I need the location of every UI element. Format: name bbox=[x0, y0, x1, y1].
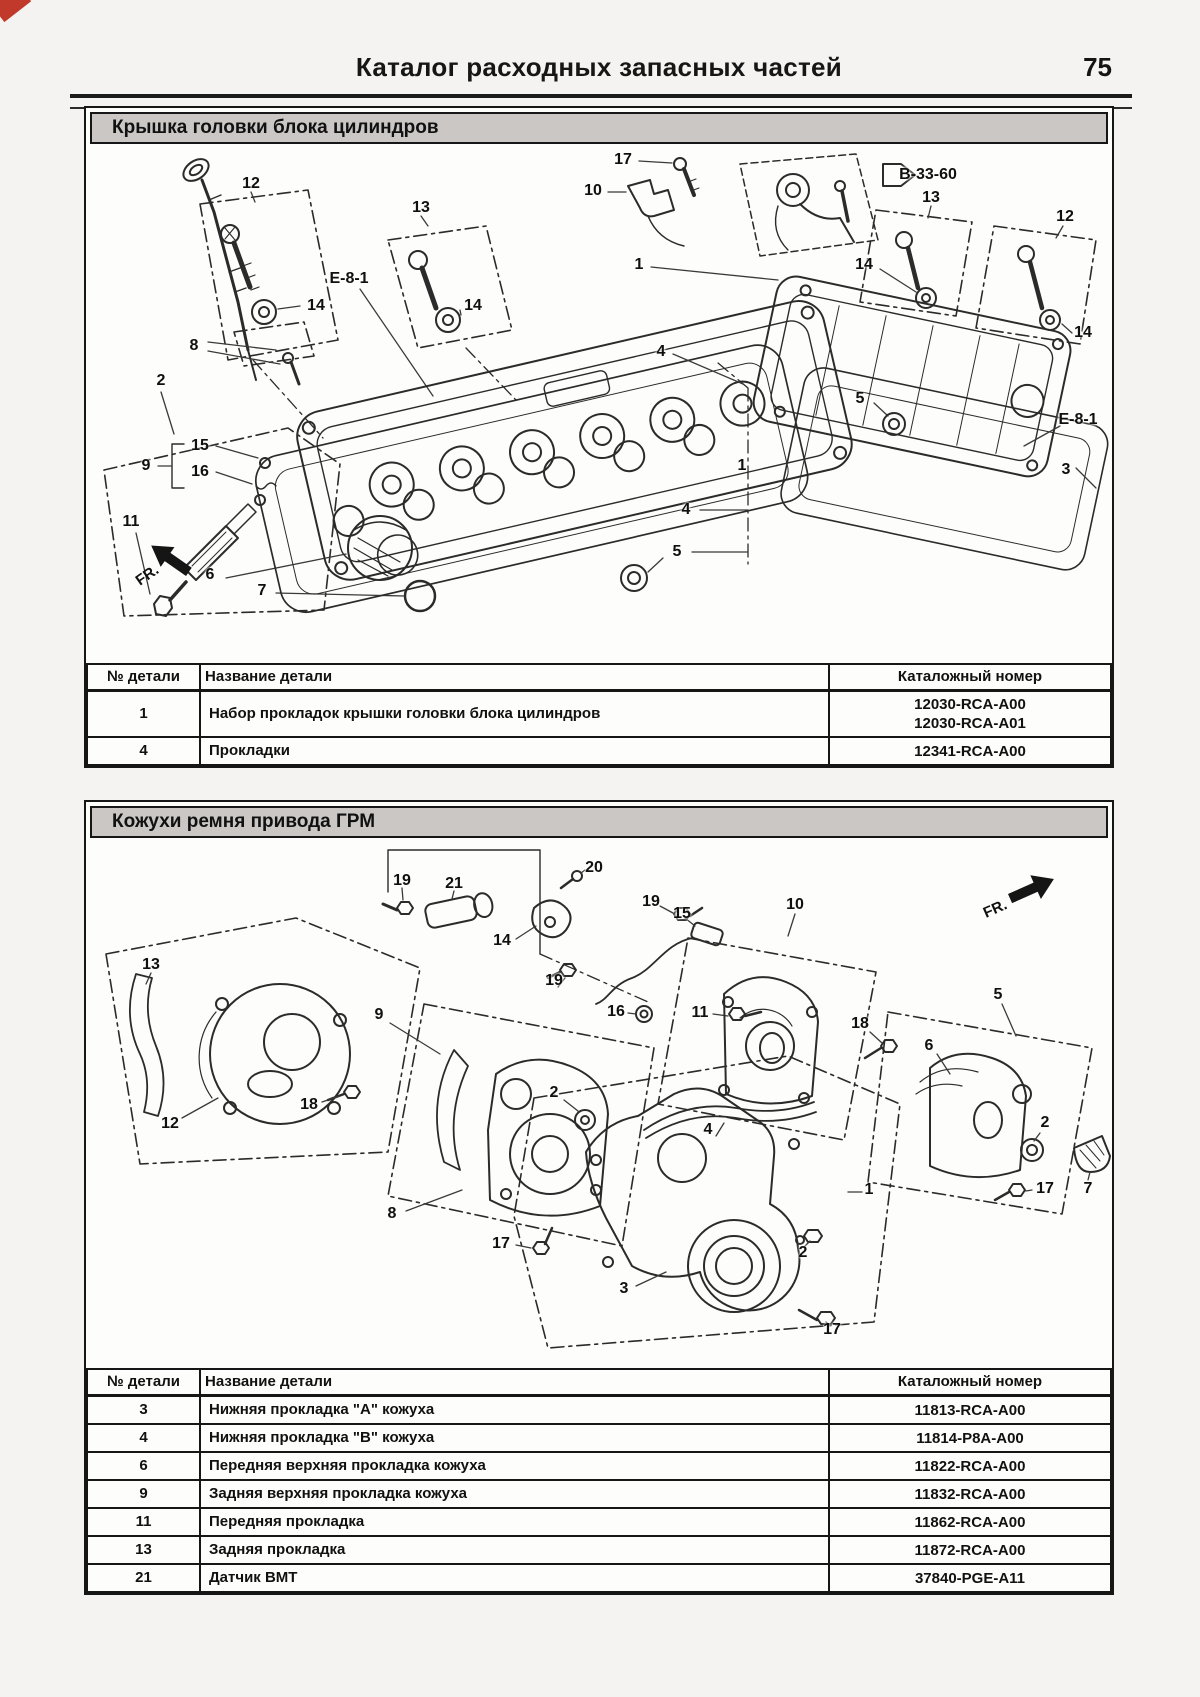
table-row bbox=[87, 691, 1111, 738]
callout-6: 6 bbox=[205, 566, 215, 583]
part-index: 1 bbox=[87, 691, 200, 738]
part-number bbox=[829, 691, 1111, 738]
part-name: Прокладки bbox=[200, 737, 829, 765]
callout-2: 2 bbox=[1040, 1114, 1050, 1131]
part-number-value: 12030-RCA-A01 bbox=[914, 715, 1026, 732]
part-number-value: 11862-RCA-A00 bbox=[914, 1513, 1026, 1531]
part-number-value: 11832-RCA-A00 bbox=[914, 1485, 1026, 1503]
part-name: Датчик ВМТ bbox=[200, 1564, 829, 1592]
rear-cover-group bbox=[106, 918, 420, 1164]
callout-12: 12 bbox=[1056, 208, 1074, 225]
callout-13: 13 bbox=[412, 199, 430, 216]
callout-5: 5 bbox=[855, 390, 865, 407]
callout-14: 14 bbox=[307, 297, 325, 314]
part-number-value: 37840-PGE-A11 bbox=[914, 1569, 1026, 1587]
bolt-17-top bbox=[639, 158, 699, 195]
bolt-box-13-right bbox=[860, 206, 972, 316]
callout-8: 8 bbox=[189, 337, 199, 354]
part-number-value: 11813-RCA-A00 bbox=[914, 1401, 1026, 1419]
table-row bbox=[87, 1396, 1111, 1425]
rear-valve-cover bbox=[750, 273, 1074, 480]
callout-20: 20 bbox=[585, 859, 603, 876]
column-header: Название детали bbox=[200, 664, 829, 691]
pcv-valve-box bbox=[740, 154, 878, 256]
callout-5: 5 bbox=[672, 543, 682, 560]
section-timing-covers bbox=[84, 800, 1114, 1595]
part-index: 4 bbox=[87, 1424, 200, 1452]
part-index: 4 bbox=[87, 737, 200, 765]
page-header bbox=[84, 52, 1114, 90]
part-index: 11 bbox=[87, 1508, 200, 1536]
bolt-8 bbox=[208, 322, 314, 384]
part-number-value: 11872-RCA-A00 bbox=[914, 1541, 1026, 1559]
part-name: Передняя верхняя прокладка кожуха bbox=[200, 1452, 829, 1480]
page-title: Каталог расходных запасных частей bbox=[355, 52, 843, 82]
exploded-view-valve-cover bbox=[88, 148, 1114, 663]
section-valve-cover bbox=[84, 106, 1114, 768]
callout-19: 19 bbox=[545, 972, 563, 989]
callout-6: 6 bbox=[924, 1037, 934, 1054]
callout-12: 12 bbox=[161, 1115, 179, 1132]
part-index: 13 bbox=[87, 1536, 200, 1564]
part-number bbox=[829, 1452, 1111, 1480]
page-number: 75 bbox=[1083, 52, 1112, 82]
part-number-value: 11814-P8A-A00 bbox=[916, 1429, 1024, 1447]
table-header-row bbox=[87, 664, 1111, 691]
part-number-value: 12341-RCA-A00 bbox=[914, 742, 1026, 760]
callout-18: 18 bbox=[300, 1096, 318, 1113]
callout-21: 21 bbox=[445, 875, 463, 892]
valve-cover-parts-table bbox=[86, 663, 1112, 766]
callout-5: 5 bbox=[993, 986, 1003, 1003]
part-number bbox=[829, 1536, 1111, 1564]
callout-E-8-1: E-8-1 bbox=[1058, 411, 1098, 428]
valve-cover-diagram bbox=[88, 148, 1110, 663]
part-name: Нижняя прокладка "В" кожуха bbox=[200, 1424, 829, 1452]
callout-17: 17 bbox=[823, 1321, 841, 1338]
column-header: № детали bbox=[87, 664, 200, 691]
callout-16: 16 bbox=[607, 1003, 625, 1020]
callout-17: 17 bbox=[614, 151, 632, 168]
callout-19: 19 bbox=[642, 893, 660, 910]
timing-covers-parts-table bbox=[86, 1368, 1112, 1593]
table-header-row bbox=[87, 1369, 1111, 1396]
column-header: Название детали bbox=[200, 1369, 829, 1396]
callout-1: 1 bbox=[737, 457, 747, 474]
callout-15: 15 bbox=[673, 905, 691, 922]
o-ring-7 bbox=[405, 581, 435, 611]
callout-4: 4 bbox=[656, 343, 666, 360]
callout-11: 11 bbox=[122, 513, 140, 530]
exploded-view-timing-covers bbox=[88, 842, 1114, 1368]
callout-2: 2 bbox=[798, 1244, 808, 1261]
bracket-10 bbox=[608, 180, 684, 246]
table-row bbox=[87, 1508, 1111, 1536]
section-title: Кожухи ремня привода ГРМ bbox=[90, 806, 1108, 838]
callout-14: 14 bbox=[493, 932, 511, 949]
part-index: 6 bbox=[87, 1452, 200, 1480]
callout-1: 1 bbox=[634, 256, 644, 273]
callout-3: 3 bbox=[619, 1280, 629, 1297]
callout-12: 12 bbox=[242, 175, 260, 192]
callout-11: 11 bbox=[691, 1004, 709, 1021]
part-number-value: 11822-RCA-A00 bbox=[914, 1457, 1026, 1475]
part-name: Задняя прокладка bbox=[200, 1536, 829, 1564]
part-name: Задняя верхняя прокладка кожуха bbox=[200, 1480, 829, 1508]
callout-14: 14 bbox=[1074, 324, 1092, 341]
table-row bbox=[87, 737, 1111, 765]
bolt-box-12-left bbox=[200, 190, 338, 360]
callout-3: 3 bbox=[1061, 461, 1071, 478]
bolt-box-13-left bbox=[388, 216, 512, 348]
fr-label: FR. bbox=[132, 561, 163, 590]
part-number bbox=[829, 1508, 1111, 1536]
callout-17: 17 bbox=[492, 1235, 510, 1252]
callout-9: 9 bbox=[141, 457, 151, 474]
scan-artifact bbox=[0, 0, 31, 22]
callout-10: 10 bbox=[584, 182, 602, 199]
screw-20 bbox=[561, 870, 585, 888]
column-header: Каталожный номер bbox=[829, 664, 1111, 691]
timing-covers-diagram bbox=[88, 842, 1110, 1368]
callout-8: 8 bbox=[387, 1205, 397, 1222]
callout-18: 18 bbox=[851, 1015, 869, 1032]
callout-4: 4 bbox=[703, 1121, 713, 1138]
callout-15: 15 bbox=[191, 437, 209, 454]
callout-7: 7 bbox=[1083, 1180, 1093, 1197]
callout-19: 19 bbox=[393, 872, 411, 889]
callout-4: 4 bbox=[681, 501, 691, 518]
part-index: 9 bbox=[87, 1480, 200, 1508]
callout-13: 13 bbox=[922, 189, 940, 206]
column-header: Каталожный номер bbox=[829, 1369, 1111, 1396]
back-cover-group bbox=[388, 1004, 654, 1254]
callout-E-8-1: E-8-1 bbox=[329, 270, 369, 287]
part-number bbox=[829, 1564, 1111, 1592]
front-upper-cover-group bbox=[868, 1004, 1110, 1214]
clamp-14 bbox=[516, 900, 571, 939]
callout-1: 1 bbox=[864, 1181, 874, 1198]
sensor-harness bbox=[548, 906, 761, 1022]
callout-7: 7 bbox=[257, 582, 267, 599]
part-number bbox=[829, 1424, 1111, 1452]
fr-label: FR. bbox=[980, 896, 1010, 922]
callout-B-33-60: B-33-60 bbox=[899, 166, 957, 183]
section-title: Крышка головки блока цилиндров bbox=[90, 112, 1108, 144]
callout-10: 10 bbox=[786, 896, 804, 913]
part-name: Нижняя прокладка "А" кожуха bbox=[200, 1396, 829, 1425]
callout-13: 13 bbox=[142, 956, 160, 973]
table-row bbox=[87, 1452, 1111, 1480]
fr-arrow-icon bbox=[1005, 867, 1059, 910]
callout-2: 2 bbox=[549, 1084, 559, 1101]
part-name: Набор прокладок крышки головки блока цилиндров bbox=[200, 691, 829, 738]
callout-17: 17 bbox=[1036, 1180, 1054, 1197]
part-index: 21 bbox=[87, 1564, 200, 1592]
part-name: Передняя прокладка bbox=[200, 1508, 829, 1536]
table-row bbox=[87, 1564, 1111, 1592]
callout-14: 14 bbox=[855, 256, 873, 273]
part-number bbox=[829, 1396, 1111, 1425]
callout-14: 14 bbox=[464, 297, 482, 314]
callout-16: 16 bbox=[191, 463, 209, 480]
callout-2: 2 bbox=[156, 372, 166, 389]
part-index: 3 bbox=[87, 1396, 200, 1425]
lower-cover-group bbox=[514, 1056, 900, 1348]
part-number bbox=[829, 1480, 1111, 1508]
part-number-value: 12030-RCA-A00 bbox=[914, 696, 1026, 713]
part-number bbox=[829, 737, 1111, 765]
table-row bbox=[87, 1480, 1111, 1508]
table-row bbox=[87, 1424, 1111, 1452]
callout-9: 9 bbox=[374, 1006, 384, 1023]
table-row bbox=[87, 1536, 1111, 1564]
front-valve-cover bbox=[292, 296, 858, 591]
column-header: № детали bbox=[87, 1369, 200, 1396]
